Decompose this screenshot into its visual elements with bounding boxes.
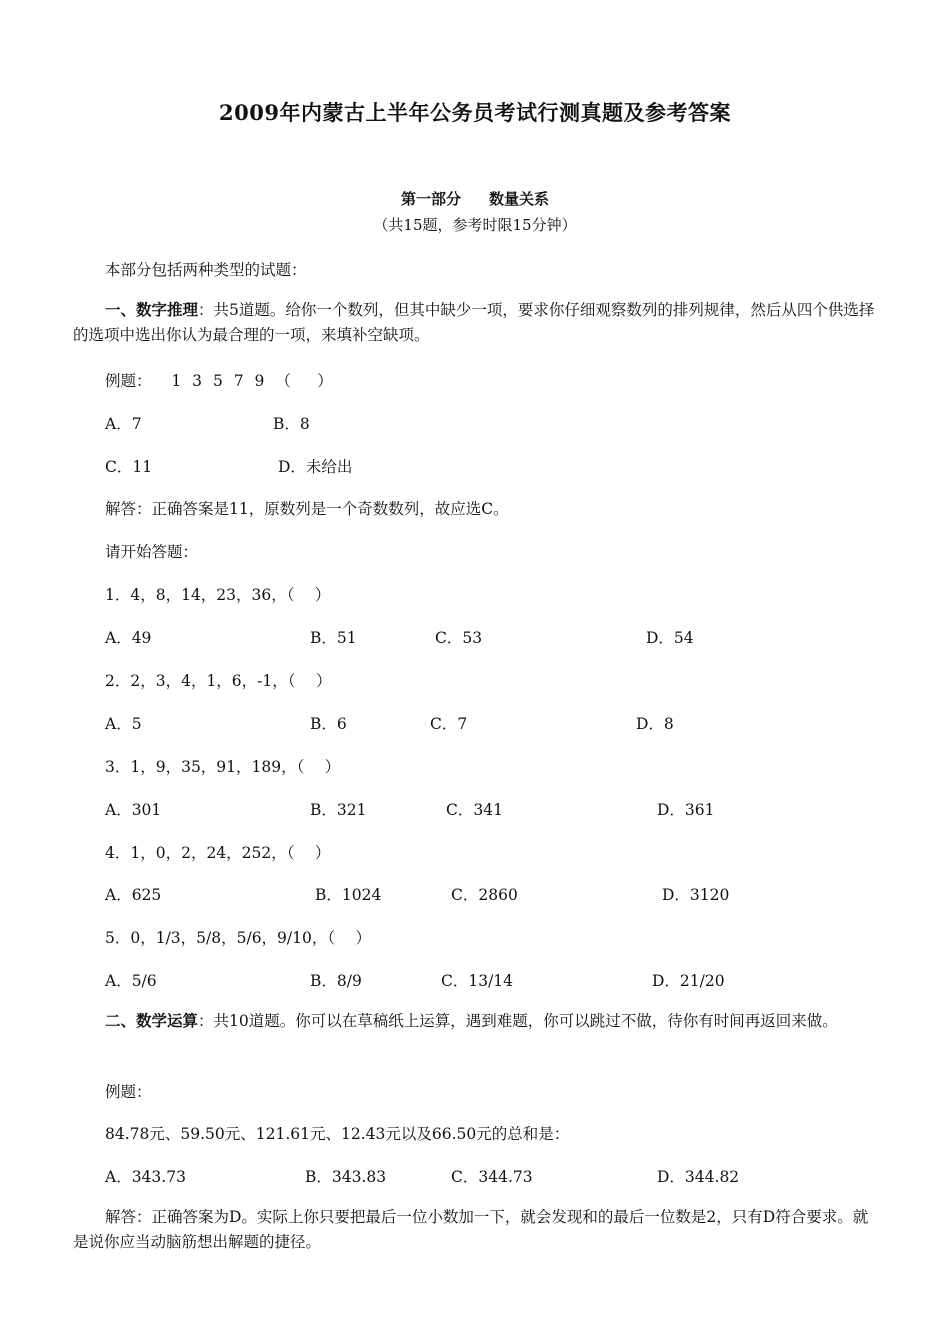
question-4-option-b: B．1024	[315, 886, 382, 904]
example2-stem: 84.78元、59.50元、121.61元、12.43元以及66.50元的总和是：	[105, 1125, 570, 1143]
question-1-option-a: A．49	[105, 629, 152, 647]
question-5-option-c: C．13/14	[441, 972, 514, 990]
example1-line	[105, 369, 333, 391]
question-3-option-c: C．341	[446, 801, 503, 819]
question-3-option-a: A．301	[105, 801, 162, 819]
example1-option-a: A．7	[105, 415, 142, 433]
question-4-option-a: A．625	[105, 886, 162, 904]
question-4-option-c: C．2860	[451, 886, 518, 904]
question-1-option-b: B．51	[310, 629, 357, 647]
part-subtitle: （共15题，参考时限15分钟）	[373, 216, 577, 234]
question-2-option-d: D．8	[636, 715, 674, 733]
example1-option-c: C．11	[105, 458, 153, 476]
question-5-option-a: A．5/6	[105, 972, 157, 990]
question-4-option-d: D．3120	[662, 886, 730, 904]
question-1-option-d: D．54	[646, 629, 694, 647]
example1-answer: 解答：正确答案是11，原数列是一个奇数数列，故应选C。	[105, 500, 509, 518]
example2-option-b: B．343.83	[305, 1168, 387, 1186]
example2-label: 例题：	[105, 1083, 152, 1101]
question-5-option-b: B．8/9	[310, 972, 362, 990]
question-3-option-b: B．321	[310, 801, 367, 819]
example2-option-a: A．343.73	[105, 1168, 186, 1186]
question-4-stem: 4．1，0，2，24，252，（ ）	[105, 844, 331, 862]
example2-option-d: D．344.82	[657, 1168, 740, 1186]
question-5-option-d: D．21/20	[652, 972, 725, 990]
question-2-stem: 2．2，3，4，1，6，-1，（ ）	[105, 672, 332, 690]
section1-heading: 一、数字推理	[105, 300, 199, 319]
page-title: 2009年内蒙古上半年公务员考试行测真题及参考答案	[219, 100, 731, 125]
example1-label: 例题：	[105, 372, 152, 390]
question-3-option-d: D．361	[657, 801, 715, 819]
question-2-option-b: B．6	[310, 715, 347, 733]
section2-paragraph	[73, 1008, 878, 1034]
question-3-stem: 3．1，9，35，91，189，（ ）	[105, 758, 341, 776]
section1-desc: ：共5道题。给你一个数列，但其中缺少一项，要求你仔细观察数列的排列规律，然后从四个供选择的选项中选出你认为最合理的一项，来填补空缺项。	[73, 301, 875, 344]
question-2-option-c: C．7	[430, 715, 468, 733]
intro-text: 本部分包括两种类型的试题：	[105, 261, 307, 279]
part-title-b: 数量关系	[489, 190, 550, 208]
example1-option-d: D．未给出	[278, 458, 353, 476]
section1-paragraph	[73, 297, 878, 348]
example1-sequence: 1 3 5 7 9 （ ）	[171, 372, 333, 390]
part-title	[0, 188, 950, 209]
question-5-stem: 5．0，1/3，5/8，5/6，9/10，（ ）	[105, 929, 372, 947]
question-1-stem: 1．4，8，14，23，36，（ ）	[105, 586, 331, 604]
part-title-a: 第一部分	[400, 190, 461, 208]
example2-answer: 解答：正确答案为D。实际上你只要把最后一位小数加一下，就会发现和的最后一位数是2，只有D符合要求。就是说你应当动脑筋想出解题的捷径。	[73, 1208, 869, 1251]
section2-heading: 二、数学运算	[105, 1011, 199, 1030]
question-1-option-c: C．53	[435, 629, 483, 647]
start-prompt: 请开始答题：	[105, 543, 199, 561]
section2-desc: ：共10道题。你可以在草稿纸上运算，遇到难题，你可以跳过不做，待你有时间再返回来做。	[198, 1012, 838, 1030]
question-2-option-a: A．5	[105, 715, 142, 733]
example2-option-c: C．344.73	[451, 1168, 533, 1186]
example1-option-b: B．8	[273, 415, 310, 433]
